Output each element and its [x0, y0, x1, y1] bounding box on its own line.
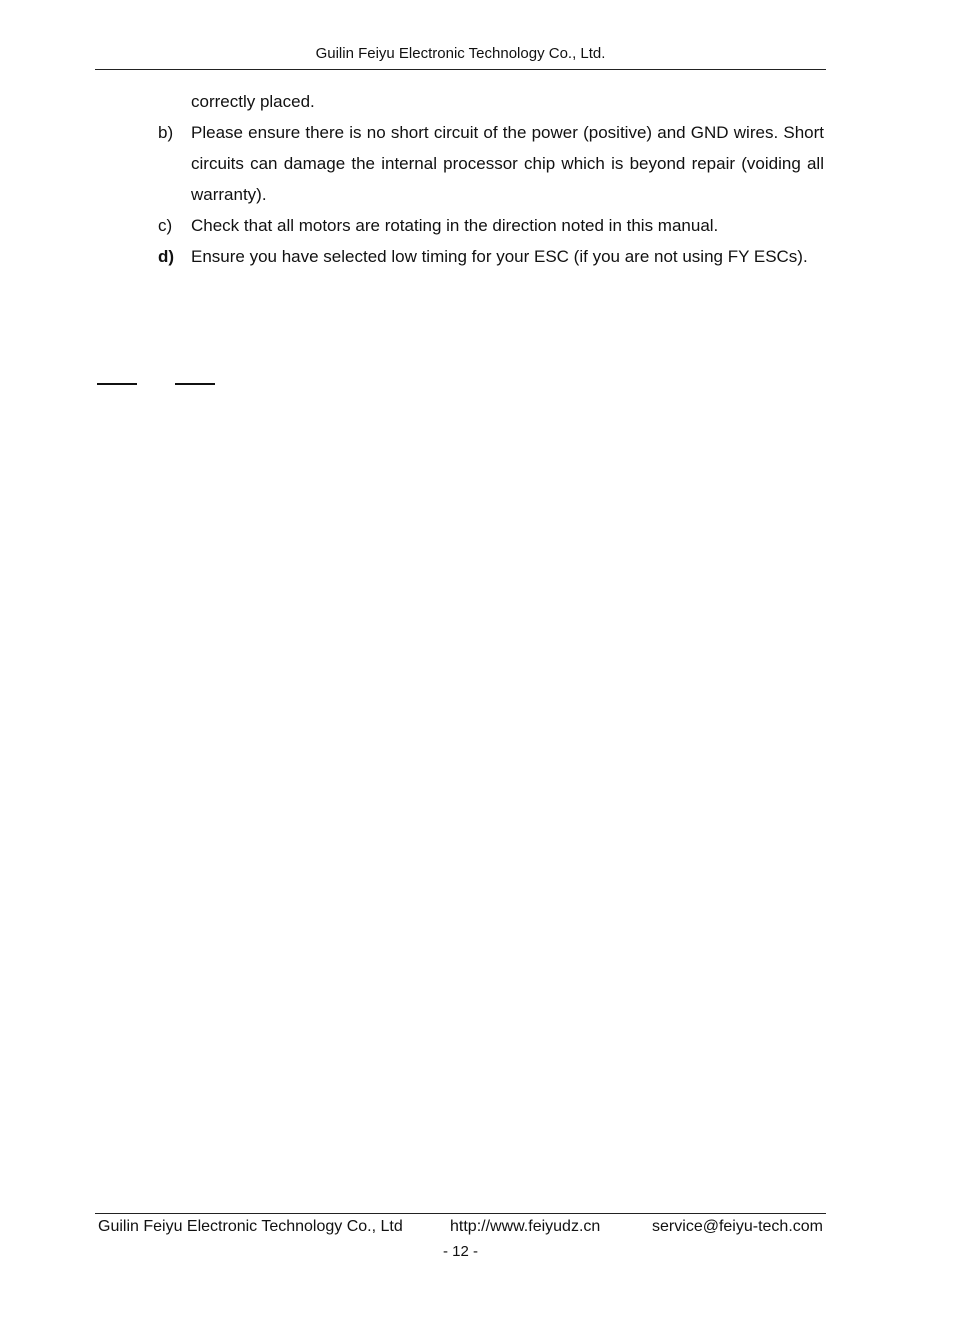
list-item-b: [158, 117, 824, 210]
list-marker: b): [158, 123, 174, 142]
footer-company: Guilin Feiyu Electronic Technology Co., Ltd: [98, 1218, 403, 1235]
footer-divider: [95, 1213, 826, 1214]
list-item-c: [158, 210, 824, 241]
list-marker: d): [158, 247, 175, 266]
list-item-text: Ensure you have selected low timing for your ESC (if you are not using FY ESCs).: [191, 247, 808, 266]
footer-email-link[interactable]: service@feiyu-tech.com: [652, 1218, 823, 1235]
list-item-text: Please ensure there is no short circuit of the power (positive) and GND wires. Short circuits can damage the internal processor chip which is beyond repair (voiding all warranty).: [191, 123, 824, 204]
continuation-text: correctly placed.: [191, 92, 315, 111]
decorative-line: [97, 383, 137, 385]
list-item-text: Check that all motors are rotating in the direction noted in this manual.: [191, 216, 719, 235]
page-header-title: Guilin Feiyu Electronic Technology Co., Ltd.: [315, 45, 606, 62]
decorative-line: [175, 383, 215, 385]
page-number: - 12 -: [442, 1243, 478, 1260]
list-marker: c): [158, 216, 173, 235]
footer-website-link[interactable]: http://www.feiyudz.cn: [450, 1218, 601, 1235]
header-divider: [95, 69, 826, 70]
list-item-d: [158, 241, 824, 272]
